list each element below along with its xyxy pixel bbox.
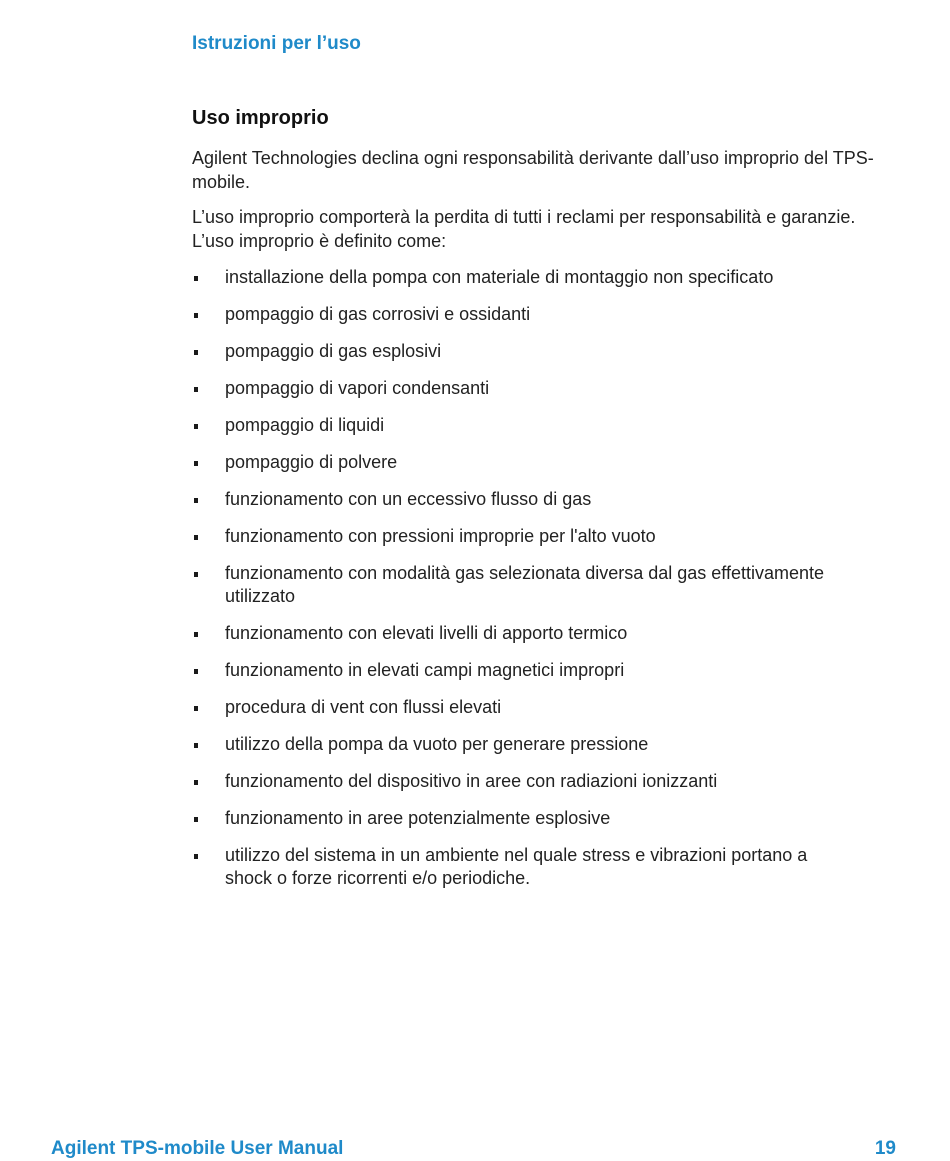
bullet-icon [194,572,198,577]
bullet-icon [194,535,198,540]
bullet-icon [194,387,198,392]
list-item-text: funzionamento del dispositivo in aree con radiazioni ionizzanti [225,771,718,791]
bullet-icon [194,498,198,503]
list-item [192,414,852,437]
list-item-text: procedura di vent con flussi elevati [225,697,502,717]
list-item-text: funzionamento con pressioni improprie per l'alto vuoto [225,526,656,546]
bullet-icon [194,632,198,637]
list-item-text: funzionamento con modalità gas selezionata diversa dal gas effettivamente utilizzato [225,563,825,606]
page-number: 19 [874,1138,896,1159]
bullet-icon [194,276,198,281]
bullet-icon [194,669,198,674]
list-item [192,807,852,830]
list-item-text: installazione della pompa con materiale di montaggio non specificato [225,267,774,287]
list-item [192,377,852,400]
list-item [192,340,852,363]
intro-paragraph: Agilent Technologies declina ogni responsabilità derivante dall’uso improprio del TPS-mobile. [192,148,874,192]
list-item [192,303,852,326]
list-item-text: funzionamento in elevati campi magnetici impropri [225,660,625,680]
list-item [192,622,852,645]
definition-paragraph: L’uso improprio comporterà la perdita di tutti i reclami per responsabilità e garanzie. L’uso improprio è definito come: [192,207,856,251]
list-item [192,562,852,608]
bullet-icon [194,817,198,822]
section-title: Uso improprio [192,107,329,129]
list-item [192,451,852,474]
list-item [192,266,852,289]
list-item-text: pompaggio di liquidi [225,415,385,435]
bullet-icon [194,350,198,355]
list-item [192,733,852,756]
list-item-text: pompaggio di gas corrosivi e ossidanti [225,304,531,324]
list-item [192,488,852,511]
list-item-text: funzionamento con elevati livelli di apporto termico [225,623,628,643]
footer-manual-title: Agilent TPS-mobile User Manual [51,1138,344,1159]
list-item [192,696,852,719]
list-item-text: funzionamento in aree potenzialmente esplosive [225,808,611,828]
bullet-icon [194,854,198,859]
list-item [192,770,852,793]
list-item [192,844,852,890]
bullet-icon [194,743,198,748]
list-item-text: pompaggio di gas esplosivi [225,341,442,361]
bullet-icon [194,424,198,429]
bullet-icon [194,461,198,466]
misuse-list [192,266,852,904]
bullet-icon [194,706,198,711]
bullet-icon [194,780,198,785]
bullet-icon [194,313,198,318]
list-item-text: utilizzo del sistema in un ambiente nel quale stress e vibrazioni portano a shock o forze ricorrenti e/o periodiche. [225,845,808,888]
list-item [192,659,852,682]
list-item-text: pompaggio di vapori condensanti [225,378,490,398]
list-item-text: utilizzo della pompa da vuoto per generare pressione [225,734,649,754]
running-header: Istruzioni per l’uso [192,33,361,54]
list-item-text: pompaggio di polvere [225,452,398,472]
list-item-text: funzionamento con un eccessivo flusso di gas [225,489,592,509]
list-item [192,525,852,548]
